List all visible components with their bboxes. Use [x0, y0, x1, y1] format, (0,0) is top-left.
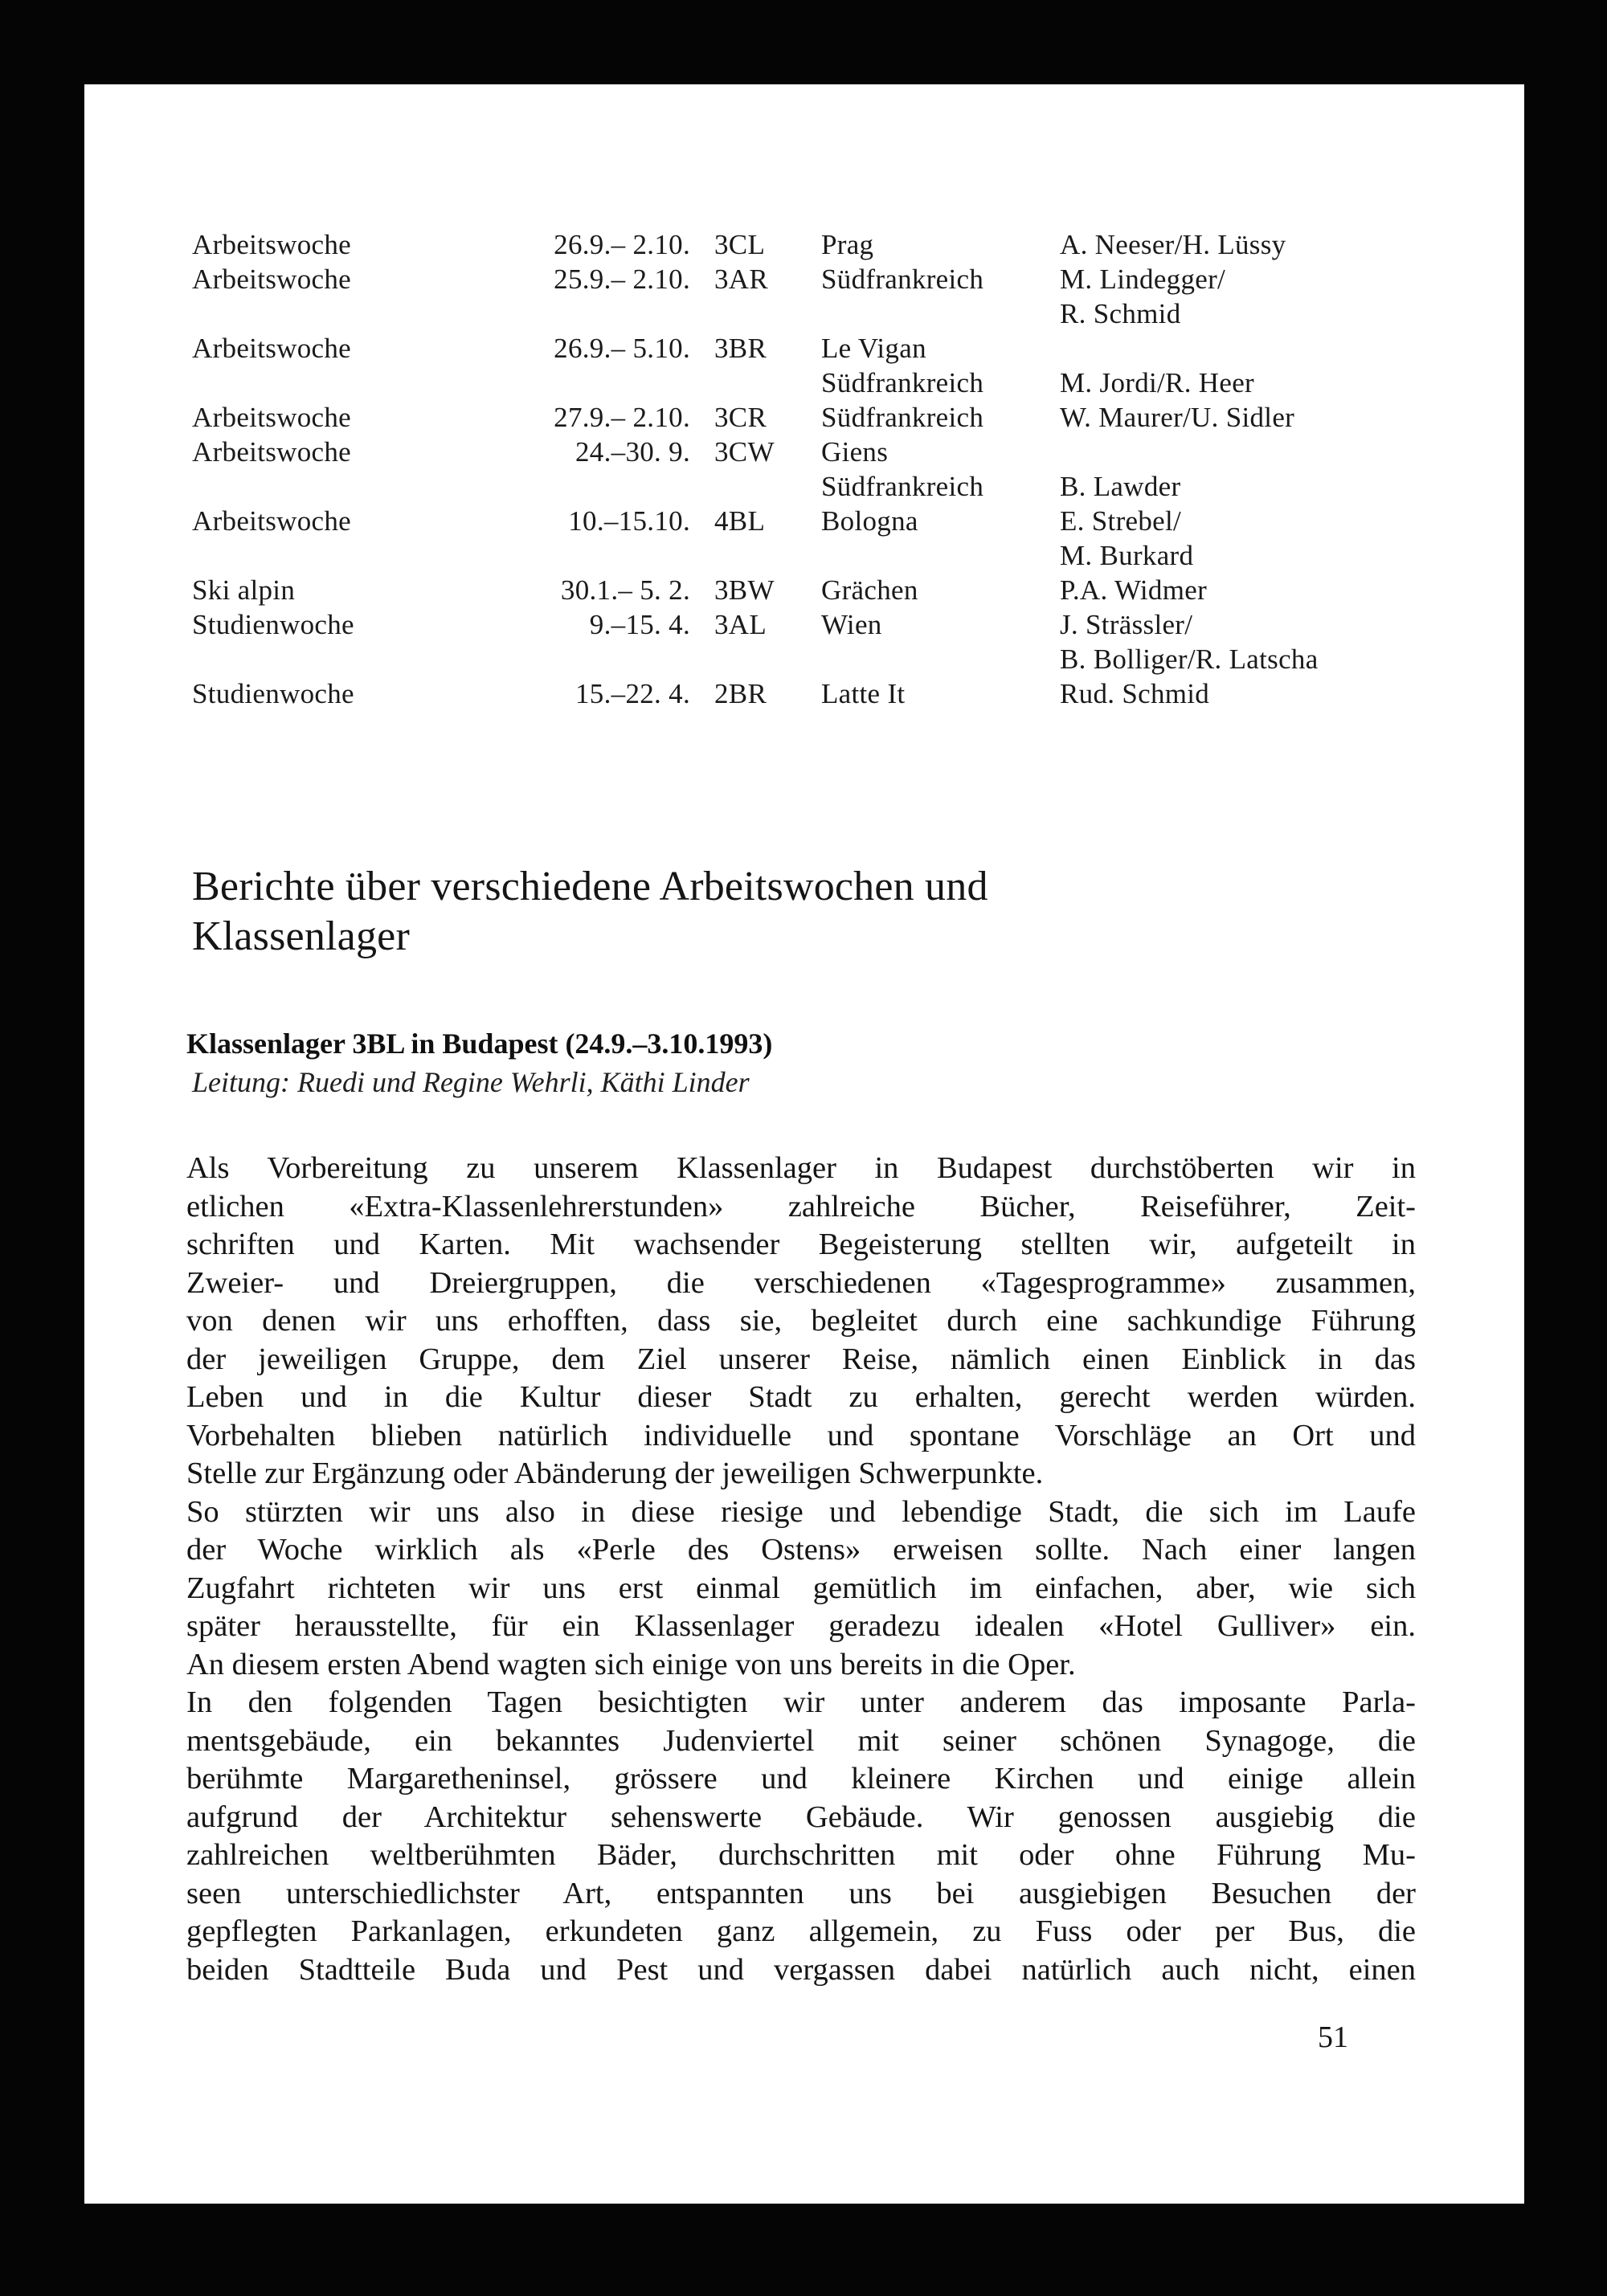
- trip-row: [192, 227, 1445, 262]
- body-line: mentsgebäude, ein bekanntes Judenviertel mit seiner schönen Synagoge, die: [186, 1723, 1416, 1758]
- document-page: [84, 84, 1524, 2204]
- trip-date: 25.9.– 2.10.: [554, 264, 690, 295]
- body-line: schriften und Karten. Mit wachsender Begeisterung stellten wir, aufgeteilt in: [186, 1228, 1416, 1261]
- trip-destination: [821, 607, 882, 642]
- destination-line: Latte It: [821, 678, 906, 709]
- body-line: etlichen «Extra-Klassenlehrerstunden» zahlreiche Bücher, Reiseführer, Zeit-: [186, 1189, 1416, 1224]
- leader-line: P.A. Widmer: [1060, 574, 1208, 606]
- leader-line: J. Strässler/: [1060, 609, 1193, 640]
- destination-line: Bologna: [821, 505, 918, 537]
- trip-class: 4BL: [714, 505, 766, 537]
- destination-line: Grächen: [821, 574, 918, 606]
- trip-leaders: [1060, 435, 1180, 504]
- trip-destination: [821, 676, 905, 711]
- destination-line: Südfrankreich: [821, 402, 984, 433]
- trip-destination: [821, 435, 983, 504]
- trip-type: Studienwoche: [192, 609, 354, 640]
- trip-type: Arbeitswoche: [192, 402, 351, 433]
- trip-class: 3CW: [714, 436, 775, 468]
- destination-line: Südfrankreich: [821, 471, 984, 502]
- body-line: Als Vorbereitung zu unserem Klassenlager in Budapest durchstöberten wir in: [186, 1151, 1416, 1185]
- destination-line: Giens: [821, 436, 889, 468]
- leader-line: W. Maurer/U. Sidler: [1060, 402, 1295, 433]
- trip-row: [192, 262, 1445, 331]
- trip-date: 10.–15.10.: [568, 505, 690, 537]
- section-title: [192, 862, 988, 962]
- trip-type: Arbeitswoche: [192, 264, 351, 295]
- trip-date: 26.9.– 5.10.: [554, 333, 690, 364]
- destination-line: Südfrankreich: [821, 367, 984, 398]
- destination-line: Le Vigan: [821, 333, 926, 364]
- leader-line: E. Strebel/: [1060, 505, 1182, 537]
- trip-leaders: [1060, 400, 1294, 435]
- trips-table: [192, 227, 1445, 711]
- trip-row: [192, 573, 1445, 607]
- trip-row: [192, 504, 1445, 573]
- body-line: seen unterschiedlichster Art, entspannten uns bei ausgiebigen Besuchen der: [186, 1876, 1416, 1910]
- body-line: An diesem ersten Abend wagten sich einige von uns bereits in die Oper.: [186, 1647, 1076, 1681]
- trip-type: Arbeitswoche: [192, 229, 351, 260]
- body-line: gepflegten Parkanlagen, erkundeten ganz allgemein, zu Fuss oder per Bus, die: [186, 1914, 1416, 1948]
- trip-row: [192, 435, 1445, 504]
- trip-class: 3CL: [714, 229, 766, 260]
- trip-destination: [821, 262, 983, 296]
- leader-line: B. Lawder: [1060, 471, 1181, 502]
- leader-line: M. Jordi/R. Heer: [1060, 367, 1254, 398]
- trip-date: 26.9.– 2.10.: [554, 229, 690, 260]
- body-line: Stelle zur Ergänzung oder Abänderung der jeweiligen Schwerpunkte.: [186, 1456, 1044, 1490]
- trip-leaders: [1060, 676, 1209, 711]
- trip-type: Arbeitswoche: [192, 333, 351, 364]
- trip-row: [192, 400, 1445, 435]
- body-line: zahlreichen weltberühmten Bäder, durchschritten mit oder ohne Führung Mu-: [186, 1838, 1416, 1872]
- destination-line: Prag: [821, 229, 874, 260]
- trip-row: [192, 607, 1445, 676]
- body-line: der Woche wirklich als «Perle des Ostens» erweisen sollte. Nach einer langen: [186, 1533, 1416, 1567]
- trip-class: 3BW: [714, 574, 775, 606]
- trip-destination: [821, 573, 918, 607]
- trip-destination: [821, 331, 983, 400]
- body-line: aufgrund der Architektur sehenswerte Gebäude. Wir genossen ausgiebig die: [186, 1800, 1416, 1834]
- trip-leaders: [1060, 573, 1207, 607]
- leader-line: [1060, 435, 1180, 469]
- trip-class: 3AR: [714, 264, 769, 295]
- body-line: So stürzten wir uns also in diese riesige und lebendige Stadt, die sich im Laufe: [186, 1494, 1416, 1529]
- report-body: [186, 1150, 1416, 1989]
- trip-class: 3BR: [714, 333, 767, 364]
- body-line: von denen wir uns erhofften, dass sie, begleitet durch eine sachkundige Führung: [186, 1304, 1416, 1338]
- body-line: beiden Stadtteile Buda und Pest und vergassen dabei natürlich auch nicht, einen: [186, 1952, 1416, 1987]
- trip-type: Studienwoche: [192, 678, 354, 709]
- body-line: später herausstellte, für ein Klassenlager geradezu idealen «Hotel Gulliver» ein.: [186, 1609, 1416, 1643]
- trip-row: [192, 676, 1445, 711]
- body-line: Vorbehalten blieben natürlich individuelle und spontane Vorschläge an Ort und: [186, 1418, 1416, 1452]
- trip-destination: [821, 400, 983, 435]
- trip-leaders: [1060, 227, 1286, 262]
- leader-line: R. Schmid: [1060, 298, 1181, 329]
- leader-line: A. Neeser/H. Lüssy: [1060, 229, 1286, 260]
- trip-date: 24.–30. 9.: [575, 436, 690, 468]
- body-line: In den folgenden Tagen besichtigten wir unter anderem das imposante Parla-: [186, 1685, 1416, 1719]
- trip-type: Ski alpin: [192, 574, 296, 606]
- leader-line: M. Lindegger/: [1060, 264, 1226, 295]
- report-heading: Klassenlager 3BL in Budapest (24.9.–3.10.1993): [186, 1027, 773, 1060]
- trip-date: 9.–15. 4.: [589, 609, 690, 640]
- trip-class: 2BR: [714, 678, 767, 709]
- trip-leaders: [1060, 504, 1193, 573]
- body-line: Leben und in die Kultur dieser Stadt zu erhalten, gerecht werden würden.: [186, 1380, 1416, 1414]
- destination-line: Südfrankreich: [821, 264, 984, 295]
- leader-line: M. Burkard: [1060, 540, 1194, 571]
- trip-leaders: [1060, 331, 1254, 400]
- section-title-line: Klassenlager: [192, 913, 410, 959]
- trip-date: 27.9.– 2.10.: [554, 402, 690, 433]
- trip-destination: [821, 504, 918, 538]
- trip-leaders: [1060, 607, 1319, 676]
- trip-class: 3AL: [714, 609, 767, 640]
- leader-line: [1060, 331, 1254, 366]
- destination-line: Wien: [821, 609, 882, 640]
- trip-destination: [821, 227, 873, 262]
- trip-row: [192, 331, 1445, 400]
- section-title-line: Berichte über verschiedene Arbeitswochen und: [192, 864, 988, 909]
- trip-type: Arbeitswoche: [192, 436, 351, 468]
- body-line: berühmte Margaretheninsel, grössere und kleinere Kirchen und einige allein: [186, 1762, 1416, 1796]
- leader-line: Rud. Schmid: [1060, 678, 1210, 709]
- body-line: Zweier- und Dreiergruppen, die verschiedenen «Tagesprogramme» zusammen,: [186, 1265, 1416, 1300]
- body-line: Zugfahrt richteten wir uns erst einmal gemütlich im einfachen, aber, wie sich: [186, 1571, 1416, 1605]
- trip-date: 15.–22. 4.: [575, 678, 690, 709]
- leader-line: B. Bolliger/R. Latscha: [1060, 643, 1319, 675]
- page-number: 51: [1318, 2020, 1348, 2054]
- report-leaders: Leitung: Ruedi und Regine Wehrli, Käthi Linder: [192, 1066, 750, 1098]
- body-line: der jeweiligen Gruppe, dem Ziel unserer Reise, nämlich einen Einblick in das: [186, 1342, 1416, 1376]
- trip-class: 3CR: [714, 402, 767, 433]
- trip-date: 30.1.– 5. 2.: [560, 574, 690, 606]
- trip-type: Arbeitswoche: [192, 505, 351, 537]
- trip-leaders: [1060, 262, 1225, 331]
